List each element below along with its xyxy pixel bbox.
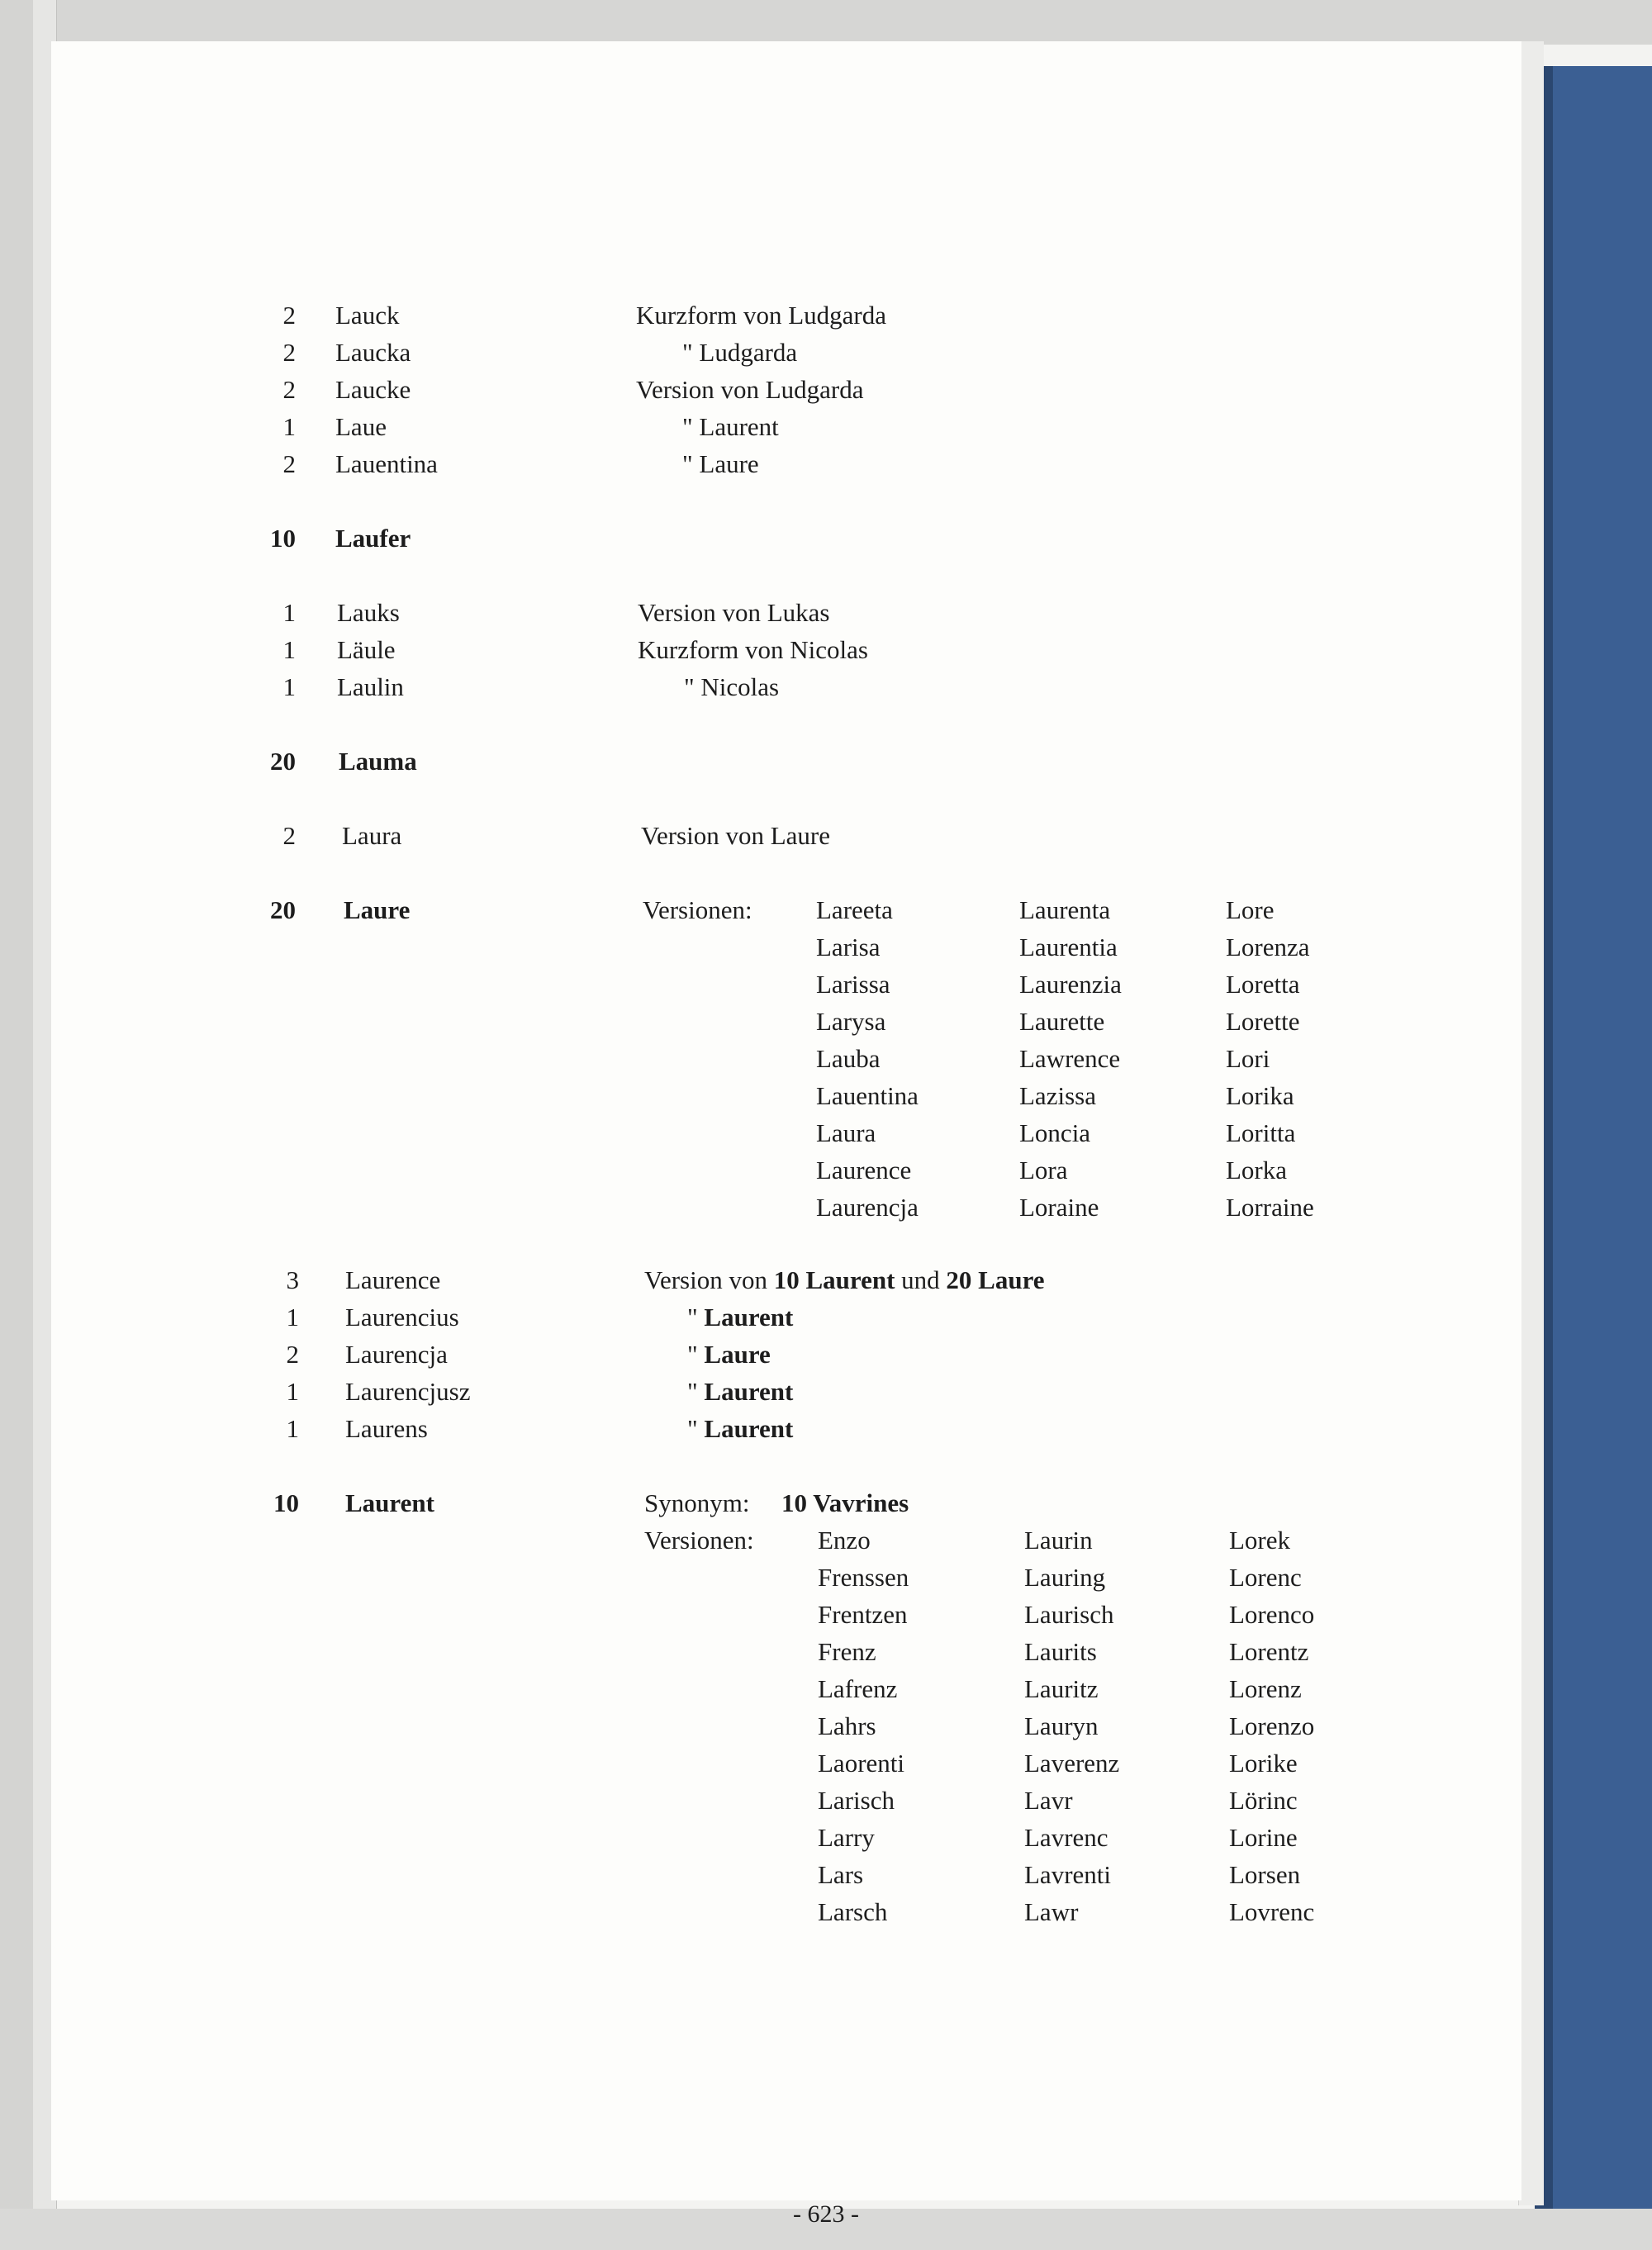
version-name: Lorenc — [1229, 1563, 1302, 1592]
entry-note — [687, 1377, 793, 1407]
version-name: Lorenza — [1226, 933, 1310, 961]
entry-name: Laurencja — [345, 1340, 448, 1369]
version-name: Lahrs — [818, 1711, 876, 1740]
version-name: Lorenco — [1229, 1600, 1315, 1629]
version-name: Frenssen — [818, 1563, 909, 1592]
note-reference: 20 Laure — [946, 1265, 1045, 1294]
version-name: Lorsen — [1229, 1860, 1301, 1889]
version-name: Lawr — [1024, 1897, 1079, 1926]
version-name: Lorette — [1226, 1007, 1300, 1036]
entry-note — [687, 1303, 793, 1332]
entry-name: Laufer — [335, 524, 411, 553]
note-reference: Laurent — [704, 1377, 794, 1406]
entry-note: Kurzform von Ludgarda — [636, 301, 887, 330]
version-name: Larisch — [818, 1786, 895, 1815]
version-name: Lorka — [1226, 1156, 1288, 1184]
version-name: Larissa — [816, 970, 890, 999]
entry-count: 1 — [282, 598, 296, 627]
version-name: Laorenti — [818, 1749, 905, 1778]
entry-note: Version von Lukas — [638, 598, 830, 627]
version-name: Laurencja — [816, 1193, 919, 1222]
version-name: Lazissa — [1019, 1081, 1096, 1110]
version-name: Lavrenti — [1024, 1860, 1112, 1889]
version-name: Laverenz — [1024, 1749, 1120, 1778]
version-name: Lörinc — [1229, 1786, 1298, 1815]
entry-note — [687, 1340, 771, 1369]
entry-count: 2 — [286, 1340, 299, 1369]
entry-note: " Ludgarda — [682, 338, 798, 367]
synonym-value: 10 Vavrines — [781, 1488, 909, 1517]
entry-count: 10 — [270, 524, 296, 553]
note-reference: Laurent — [704, 1303, 794, 1331]
version-name: Lavrenc — [1024, 1823, 1108, 1852]
note-text: " — [687, 1414, 705, 1443]
version-name: Laurette — [1019, 1007, 1105, 1036]
version-name: Lorike — [1229, 1749, 1298, 1778]
version-name: Lorika — [1226, 1081, 1294, 1110]
version-name: Larry — [818, 1823, 875, 1852]
note-reference: Laurent — [704, 1414, 794, 1443]
version-name: Loretta — [1226, 970, 1300, 999]
version-name: Lorine — [1229, 1823, 1298, 1852]
version-name: Lavr — [1024, 1786, 1073, 1815]
note-text: " — [687, 1303, 705, 1331]
entry-name: Laurencius — [345, 1303, 459, 1331]
version-name: Lori — [1226, 1044, 1270, 1073]
version-name: Laurenzia — [1019, 970, 1122, 999]
version-name: Lauentina — [816, 1081, 919, 1110]
entry-name: Laurencjusz — [345, 1377, 471, 1406]
version-name: Lareeta — [816, 895, 893, 924]
entry-count: 2 — [282, 301, 296, 330]
version-name: Frenz — [818, 1637, 876, 1666]
version-name: Laurin — [1024, 1526, 1093, 1555]
version-name: Loncia — [1019, 1118, 1091, 1147]
version-name: Loraine — [1019, 1193, 1099, 1222]
version-name: Lauring — [1024, 1563, 1106, 1592]
note-text: " — [687, 1377, 705, 1406]
note-text: und — [895, 1265, 947, 1294]
page-stack-edge — [1518, 41, 1544, 2205]
entry-name: Lauma — [339, 747, 417, 776]
entry-name: Laucke — [335, 375, 411, 404]
entry-count: 1 — [282, 672, 296, 701]
entry-count: 1 — [286, 1414, 299, 1443]
versions-label: Versionen: — [644, 1526, 754, 1555]
note-reference: Laure — [704, 1340, 771, 1369]
entry-note — [644, 1265, 1045, 1295]
entry-name: Laurent — [345, 1488, 434, 1517]
entry-note: Kurzform von Nicolas — [638, 635, 868, 664]
entry-note: " Laurent — [682, 412, 779, 441]
entry-name: Lauck — [335, 301, 400, 330]
note-reference: 10 Laurent — [773, 1265, 895, 1294]
version-name: Lauryn — [1024, 1711, 1099, 1740]
version-name: Frentzen — [818, 1600, 908, 1629]
entry-count: 20 — [270, 747, 296, 776]
entry-count: 1 — [282, 635, 296, 664]
entry-name: Laure — [344, 895, 411, 924]
entry-count: 10 — [273, 1488, 299, 1517]
version-name: Lorenz — [1229, 1674, 1302, 1703]
note-text: " — [687, 1340, 705, 1369]
version-name: Lovrenc — [1229, 1897, 1315, 1926]
version-name: Lars — [818, 1860, 864, 1889]
entry-count: 2 — [282, 821, 296, 850]
entry-name: Laurens — [345, 1414, 428, 1443]
version-name: Lauritz — [1024, 1674, 1099, 1703]
version-name: Laurenta — [1019, 895, 1111, 924]
entry-note — [687, 1414, 793, 1444]
entry-count: 2 — [282, 338, 296, 367]
version-name: Lawrence — [1019, 1044, 1121, 1073]
version-name: Loritta — [1226, 1118, 1296, 1147]
entry-count: 20 — [270, 895, 296, 924]
version-name: Larsch — [818, 1897, 888, 1926]
version-name: Laurits — [1024, 1637, 1097, 1666]
scan-top-border — [0, 0, 1652, 45]
entry-count: 1 — [286, 1377, 299, 1406]
version-name: Larisa — [816, 933, 881, 961]
entry-count: 3 — [286, 1265, 299, 1294]
entry-name: Laura — [342, 821, 402, 850]
version-name: Laurence — [816, 1156, 912, 1184]
version-name: Lora — [1019, 1156, 1068, 1184]
page-number: - 623 - — [793, 2200, 859, 2228]
version-name: Lorentz — [1229, 1637, 1309, 1666]
entry-name: Laulin — [337, 672, 404, 701]
entry-name: Laurence — [345, 1265, 441, 1294]
entry-name: Läule — [337, 635, 396, 664]
version-name: Larysa — [816, 1007, 886, 1036]
entry-count: 2 — [282, 375, 296, 404]
entry-count: 2 — [282, 449, 296, 478]
synonym-label: Synonym: — [644, 1488, 750, 1517]
version-name: Lafrenz — [818, 1674, 898, 1703]
version-name: Lorraine — [1226, 1193, 1314, 1222]
entry-name: Lauks — [337, 598, 400, 627]
entry-note: " Laure — [682, 449, 759, 478]
entry-note: Version von Ludgarda — [636, 375, 864, 404]
entry-name: Laucka — [335, 338, 411, 367]
version-name: Lore — [1226, 895, 1275, 924]
version-name: Lorek — [1229, 1526, 1291, 1555]
entry-count: 1 — [282, 412, 296, 441]
versions-label: Versionen: — [643, 895, 752, 924]
entry-name: Lauentina — [335, 449, 438, 478]
note-text: Version von — [644, 1265, 774, 1294]
version-name: Laura — [816, 1118, 876, 1147]
entry-note: " Nicolas — [684, 672, 780, 701]
entry-note: Version von Laure — [641, 821, 830, 850]
version-name: Lorenzo — [1229, 1711, 1315, 1740]
version-name: Laurentia — [1019, 933, 1118, 961]
version-name: Lauba — [816, 1044, 881, 1073]
entry-name: Laue — [335, 412, 387, 441]
version-name: Laurisch — [1024, 1600, 1114, 1629]
version-name: Enzo — [818, 1526, 871, 1555]
entry-count: 1 — [286, 1303, 299, 1331]
